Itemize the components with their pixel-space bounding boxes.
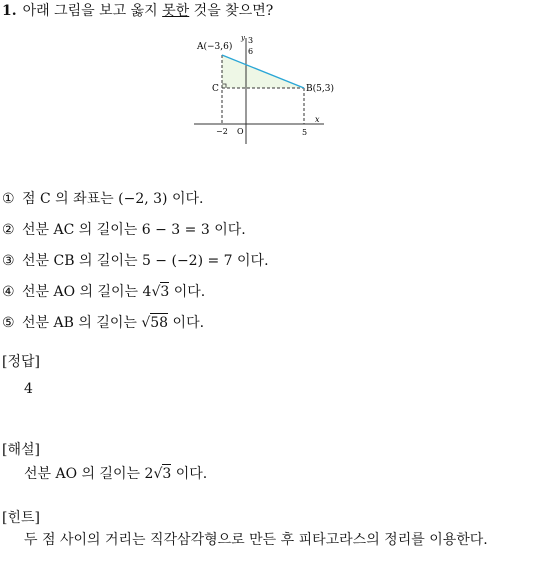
option-2[interactable] xyxy=(2,221,246,239)
option-4[interactable] xyxy=(2,283,205,301)
hint-text: 두 점 사이의 거리는 직각삼각형으로 만든 후 피타고라스의 정리를 이용한다. xyxy=(24,532,488,548)
explanation-text xyxy=(24,465,207,483)
option-3-mark: ③ xyxy=(2,253,15,269)
coordinate-figure xyxy=(194,32,354,150)
option-4-text-pre: 선분 AO 의 길이는 4 xyxy=(22,284,152,300)
option-3-text: 선분 CB 의 길이는 5 − (−2) = 7 이다. xyxy=(22,253,269,269)
label-y-tick-3: 3 xyxy=(248,36,254,45)
option-1[interactable] xyxy=(2,190,203,208)
option-5[interactable] xyxy=(2,314,204,332)
label-x-tick-minus2: −2 xyxy=(216,127,228,136)
label-x-axis: x xyxy=(315,115,320,124)
option-4-radicand: 3 xyxy=(160,284,170,300)
label-point-c: C xyxy=(212,84,219,94)
explanation-label: [해설] xyxy=(2,442,40,458)
explanation-text-post: 이다. xyxy=(171,466,208,482)
option-2-text: 선분 AC 의 길이는 6 − 3 = 3 이다. xyxy=(22,222,246,238)
option-2-mark: ② xyxy=(2,222,15,238)
option-5-text-post: 이다. xyxy=(168,315,205,331)
label-origin: O xyxy=(237,127,244,136)
answer-value: 4 xyxy=(24,381,33,397)
label-point-b: B(5,3) xyxy=(306,84,334,94)
sqrt-symbol: √3 xyxy=(151,284,170,300)
option-3[interactable] xyxy=(2,252,269,270)
answer-label: [정답] xyxy=(2,354,40,370)
label-point-a: A(−3,6) xyxy=(197,42,233,52)
hint-label: [힌트] xyxy=(2,510,40,526)
label-y-tick-6: 6 xyxy=(248,47,254,56)
option-1-text: 점 C 의 좌표는 (−2, 3) 이다. xyxy=(22,191,204,207)
question-text-underlined: 못한 xyxy=(162,3,190,19)
option-1-mark: ① xyxy=(2,191,15,207)
explanation-radicand: 3 xyxy=(162,466,172,482)
option-5-radicand: 58 xyxy=(150,315,169,331)
option-5-mark: ⑤ xyxy=(2,315,15,331)
explanation-text-pre: 선분 AO 의 길이는 2 xyxy=(24,466,154,482)
question-text-after: 것을 찾으면? xyxy=(189,3,274,19)
question-text-before: 아래 그림을 보고 옳지 xyxy=(22,3,163,19)
sqrt-symbol: √3 xyxy=(153,466,172,482)
option-4-mark: ④ xyxy=(2,284,15,300)
label-x-tick-5: 5 xyxy=(302,128,308,137)
question-number: 1. xyxy=(2,3,17,19)
option-4-text-post: 이다. xyxy=(169,284,206,300)
sqrt-symbol: √58 xyxy=(141,315,169,331)
option-5-text-pre: 선분 AB 의 길이는 xyxy=(22,315,142,331)
label-y-axis: y xyxy=(241,34,245,42)
question-title xyxy=(2,2,273,20)
